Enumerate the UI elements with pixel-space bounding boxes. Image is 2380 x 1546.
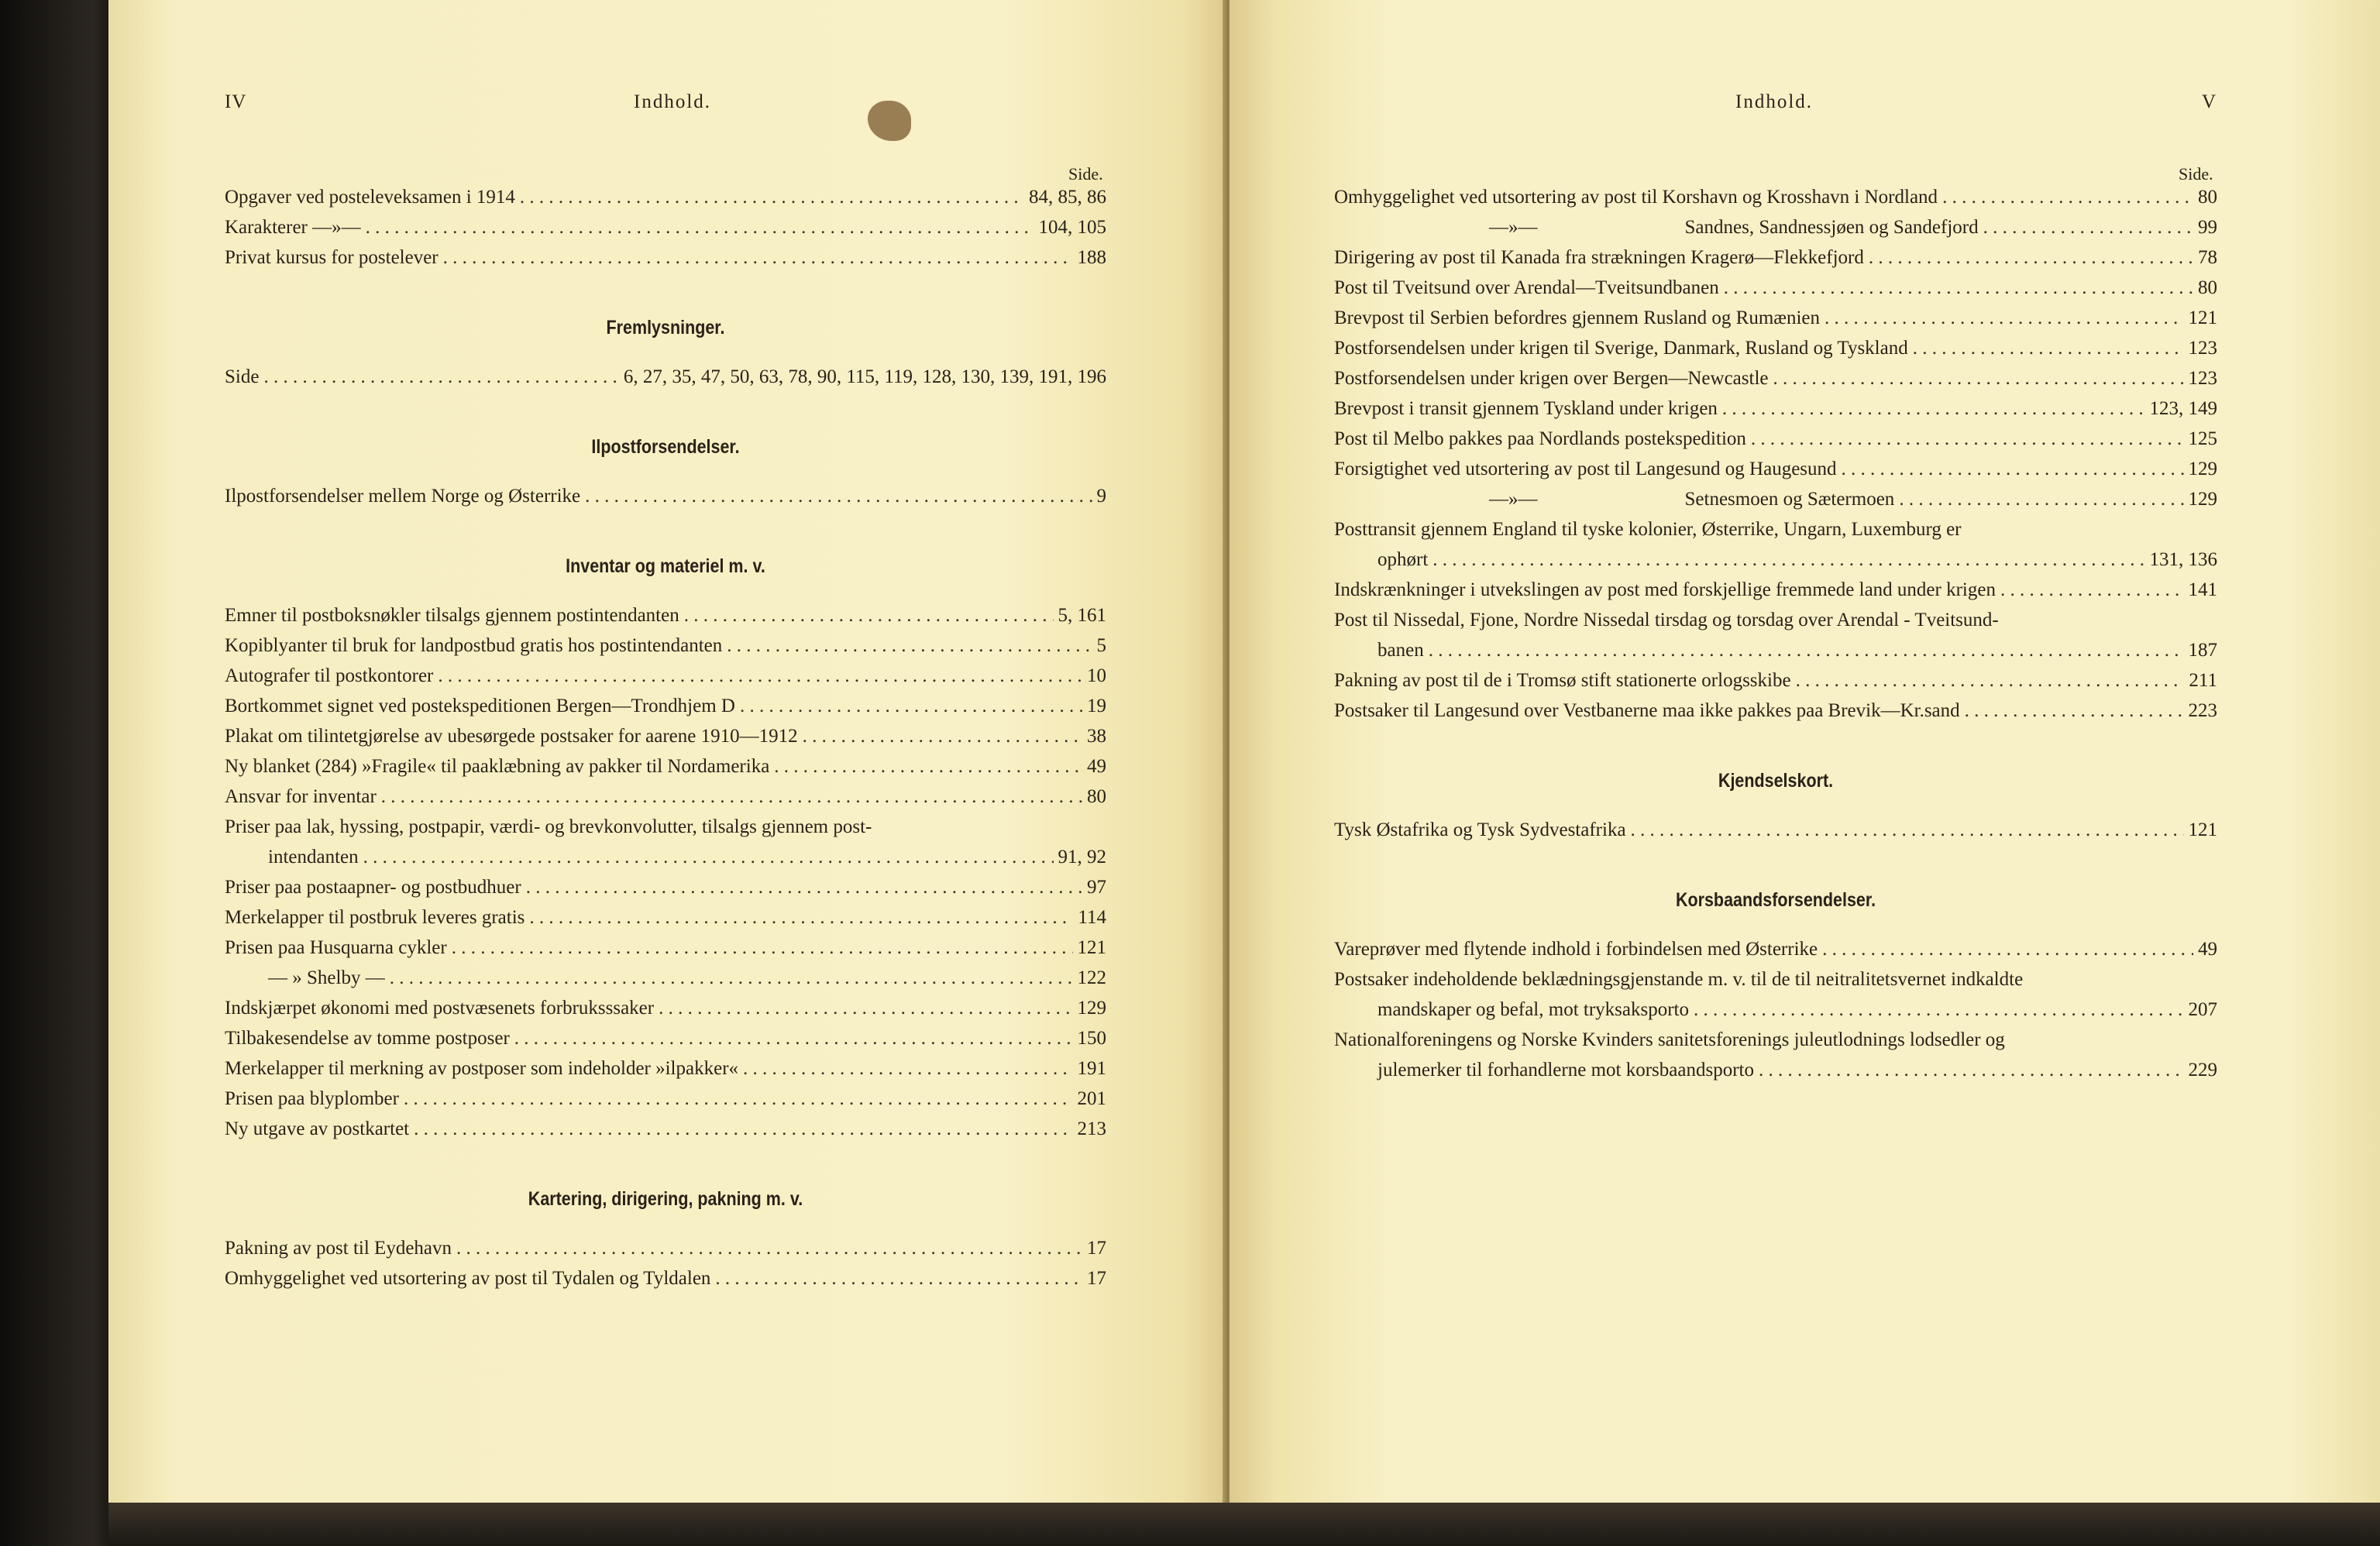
toc-entry-pages: 201	[1077, 1088, 1106, 1109]
toc-entry	[225, 212, 1106, 242]
toc-entry-text: — » Shelby —	[268, 967, 385, 988]
toc-entry-pages: 80	[1087, 786, 1106, 807]
section-heading: Kjendselskort.	[1718, 770, 1834, 792]
dot-leader	[526, 872, 1082, 902]
toc-entry-text: Posttransit gjennem England til tyske kolonier, Østerrike, Ungarn, Luxemburg er	[1334, 519, 1962, 540]
toc-entry-text: Karakterer —»—	[225, 217, 361, 238]
toc-entry-pages: 84, 85, 86	[1029, 187, 1106, 208]
dot-leader	[1822, 934, 2193, 964]
dot-leader	[263, 362, 618, 392]
dot-leader	[1942, 182, 2193, 212]
toc-entry	[225, 691, 1106, 721]
toc-entry	[225, 481, 1106, 511]
toc-entry-text: Kopiblyanter til bruk for landpostbud gratis hos postintendanten	[225, 635, 723, 656]
dot-leader	[2000, 575, 2184, 605]
toc-entry	[225, 1233, 1106, 1263]
toc-entry	[225, 902, 1106, 933]
toc-entry-text: Brevpost i transit gjennem Tyskland under krigen	[1334, 398, 1718, 419]
toc-entry-text: Autografer til postkontorer	[225, 665, 434, 686]
toc-entry-text: Side	[225, 366, 260, 387]
toc-entry	[1334, 1055, 2217, 1085]
book-bottom-edge	[108, 1503, 2380, 1546]
toc-entry	[1334, 333, 2217, 363]
toc-entry-pages: 125	[2188, 428, 2217, 449]
toc-entry	[225, 872, 1106, 902]
toc-entry-pages: 10	[1087, 665, 1106, 686]
toc-entry-text: Postsaker til Langesund over Vestbanerne maa ikke pakkes paa Brevik—Kr.sand	[1334, 700, 1960, 721]
toc-entry-text: Sandnes, Sandnessjøen og Sandefjord	[1684, 217, 1979, 238]
toc-entry-text: Prisen paa blyplomber	[225, 1088, 399, 1109]
toc-entry-pages: 104, 105	[1038, 217, 1106, 238]
toc-entry-pages: 9	[1096, 486, 1106, 507]
dot-leader	[1751, 424, 2184, 454]
toc-entry	[225, 1114, 1106, 1144]
toc-entry-text: Priser paa lak, hyssing, postpapir, værdi- og brevkonvolutter, tilsalgs gjennem post-	[225, 816, 872, 837]
toc-entry-pages: 6, 27, 35, 47, 50, 63, 78, 90, 115, 119, 128, 130, 139, 191, 196	[623, 366, 1106, 387]
toc-entry-pages: 99	[2198, 217, 2217, 238]
toc-entry-pages: 5, 161	[1058, 605, 1106, 626]
dot-leader	[514, 1023, 1073, 1053]
toc-entry-text: Privat kursus for postelever	[225, 247, 439, 268]
toc-entry-text: Forsigtighet ved utsortering av post til Langesund og Haugesund	[1334, 459, 1837, 479]
toc-entry-pages: 78	[2198, 247, 2217, 268]
toc-entry-text: Bortkommet signet ved postekspeditionen Bergen—Trondhjem D	[225, 696, 735, 716]
dot-leader	[1722, 393, 2145, 424]
dot-leader	[585, 481, 1092, 511]
toc-entry	[225, 661, 1106, 691]
toc-entry	[225, 182, 1106, 212]
toc-entry-pages: 122	[1077, 967, 1106, 988]
toc-entry	[225, 782, 1106, 812]
toc-entry-pages: 121	[2188, 307, 2217, 328]
toc-entry-pages: 129	[2188, 489, 2217, 510]
toc-entry-text: Tilbakesendelse av tomme postposer	[225, 1028, 510, 1049]
dot-leader	[1842, 454, 2184, 484]
toc-entry-text: Post til Nissedal, Fjone, Nordre Nissedal tirsdag og torsdag over Arendal - Tveitsund-	[1334, 610, 1999, 630]
dot-leader	[1773, 363, 2184, 393]
toc-entry-text: Opgaver ved posteleveksamen i 1914	[225, 187, 515, 208]
toc-entry	[1334, 964, 2217, 995]
toc-entry	[225, 1053, 1106, 1084]
dot-leader	[1429, 635, 2184, 665]
ditto-mark: —»—	[1489, 489, 1538, 510]
toc-entry	[1334, 665, 2217, 696]
dot-leader	[404, 1084, 1073, 1114]
toc-entry-pages: 114	[1078, 907, 1106, 928]
toc-entry-pages: 141	[2188, 579, 2217, 600]
toc-entry-text: banen	[1377, 640, 1424, 661]
right-running-head: Indhold.	[1735, 91, 1814, 112]
toc-entry-text: Postforsendelsen under krigen til Sverige, Danmark, Rusland og Tyskland	[1334, 338, 1908, 359]
toc-entry-pages: 213	[1077, 1118, 1106, 1139]
toc-entry-text: Plakat om tilintetgjørelse av ubesørgede postsaker for aarene 1910—1912	[225, 726, 798, 747]
dot-leader	[520, 182, 1024, 212]
toc-entry	[1334, 1025, 2217, 1055]
toc-entry-pages: 49	[1087, 756, 1106, 777]
toc-entry-pages: 91, 92	[1058, 847, 1106, 867]
toc-entry	[225, 963, 1106, 993]
toc-entry-text: Omhyggelighet ved utsortering av post til Tydalen og Tyldalen	[225, 1268, 711, 1289]
toc-entry-text: Post til Melbo pakkes paa Nordlands postekspedition	[1334, 428, 1746, 449]
dot-leader	[1432, 545, 2144, 575]
toc-entry-pages: 17	[1087, 1268, 1106, 1289]
toc-entry-pages: 121	[1077, 937, 1106, 958]
toc-entry	[1334, 273, 2217, 303]
dot-leader	[529, 902, 1073, 933]
dot-leader	[390, 963, 1073, 993]
toc-entry-text: Brevpost til Serbien befordres gjennem Rusland og Rumænien	[1334, 307, 1820, 328]
right-page-number: V	[2202, 91, 2217, 112]
toc-entry-text: Tysk Østafrika og Tysk Sydvestafrika	[1334, 819, 1626, 840]
toc-entry-pages: 97	[1087, 877, 1106, 898]
toc-entry-text: Emner til postboksnøkler tilsalgs gjennem postintendanten	[225, 605, 679, 626]
toc-entry	[1334, 545, 2217, 575]
dot-leader	[443, 242, 1073, 273]
toc-entry-text: Vareprøver med flytende indhold i forbindelsen med Østerrike	[1334, 939, 1818, 960]
dot-leader	[1759, 1055, 2184, 1085]
dot-leader	[452, 933, 1073, 963]
dot-leader	[1694, 995, 2184, 1025]
toc-entry-pages: 121	[2188, 819, 2217, 840]
toc-entry-text: Omhyggelighet ved utsortering av post til Korshavn og Krosshavn i Nordland	[1334, 187, 1938, 208]
toc-entry-text: Merkelapper til merkning av postposer som indeholder »ilpakker«	[225, 1058, 739, 1079]
toc-entry	[1334, 212, 2217, 242]
toc-entry-text: Postforsendelsen under krigen over Bergen—Newcastle	[1334, 368, 1769, 389]
left-running-head: Indhold.	[634, 91, 712, 112]
toc-entry	[1334, 934, 2217, 964]
toc-entry	[1334, 514, 2217, 545]
toc-entry	[225, 751, 1106, 782]
toc-entry	[1334, 182, 2217, 212]
toc-entry	[225, 630, 1106, 661]
dot-leader	[774, 751, 1082, 782]
toc-entry-pages: 123	[2188, 338, 2217, 359]
toc-entry	[1334, 815, 2217, 845]
toc-entry-text: intendanten	[268, 847, 359, 867]
toc-entry-text: mandskaper og befal, mot tryksaksporto	[1377, 999, 1689, 1020]
left-page-number: IV	[225, 91, 247, 112]
toc-entry-pages: 211	[2189, 670, 2217, 691]
section-heading: Inventar og materiel m. v.	[566, 555, 765, 577]
toc-entry	[225, 242, 1106, 273]
toc-entry-text: Setnesmoen og Sætermoen	[1684, 489, 1895, 510]
section-heading: Korsbaandsforsendelser.	[1675, 889, 1876, 911]
toc-entry	[225, 842, 1106, 872]
toc-entry-pages: 229	[2188, 1060, 2217, 1080]
toc-entry-pages: 123, 149	[2149, 398, 2217, 419]
toc-entry-text: Ansvar for inventar	[225, 786, 377, 807]
toc-entry-text: Pakning av post til de i Tromsø stift stationerte orlogsskibe	[1334, 670, 1791, 691]
toc-entry	[1334, 484, 2217, 514]
toc-entry-pages: 191	[1077, 1058, 1106, 1079]
toc-entry-pages: 17	[1087, 1238, 1106, 1259]
toc-entry-text: Postsaker indeholdende beklædningsgjenstande m. v. til de til neitralitetsvernet indkaldte	[1334, 969, 2024, 990]
toc-entry-pages: 129	[1077, 998, 1106, 1019]
dot-leader	[803, 721, 1082, 751]
toc-entry	[225, 600, 1106, 630]
dot-leader	[381, 782, 1082, 812]
dot-leader	[456, 1233, 1082, 1263]
dot-leader	[1869, 242, 2193, 273]
toc-entry-text: Nationalforeningens og Norske Kvinders sanitetsforenings juleutlodnings lodsedler og	[1334, 1029, 2005, 1050]
ditto-mark: —»—	[1489, 217, 1538, 238]
toc-entry	[225, 812, 1106, 842]
toc-entry	[1334, 995, 2217, 1025]
section-heading: Kartering, dirigering, pakning m. v.	[528, 1188, 803, 1210]
toc-entry-pages: 207	[2188, 999, 2217, 1020]
toc-entry-pages: 5	[1096, 635, 1106, 656]
toc-entry	[225, 1023, 1106, 1053]
toc-entry-pages: 188	[1077, 247, 1106, 268]
toc-entry	[1334, 635, 2217, 665]
dot-leader	[715, 1263, 1082, 1293]
dot-leader	[743, 1053, 1072, 1084]
toc-entry-pages: 129	[2188, 459, 2217, 479]
dot-leader	[438, 661, 1082, 691]
dot-leader	[1965, 696, 2184, 726]
left-side-label: Side.	[1068, 164, 1103, 184]
toc-entry	[1334, 575, 2217, 605]
dot-leader	[1825, 303, 2184, 333]
toc-entry-text: ophørt	[1377, 549, 1429, 570]
toc-entry-pages: 123	[2188, 368, 2217, 389]
dot-leader	[414, 1114, 1072, 1144]
toc-entry	[1334, 424, 2217, 454]
toc-entry	[1334, 242, 2217, 273]
toc-entry-pages: 38	[1087, 726, 1106, 747]
toc-entry-text: Indskjærpet økonomi med postvæsenets forbruksssaker	[225, 998, 655, 1019]
toc-entry-pages: 150	[1077, 1028, 1106, 1049]
right-table-of-contents	[1334, 182, 2217, 1085]
toc-entry-pages: 49	[2198, 939, 2217, 960]
toc-entry	[225, 1263, 1106, 1293]
dot-leader	[659, 993, 1072, 1023]
dot-leader	[363, 842, 1054, 872]
toc-entry	[1334, 363, 2217, 393]
toc-entry-text: Indskrænkninger i utvekslingen av post med forskjellige fremmede land under krigen	[1334, 579, 1996, 600]
toc-entry-text: Dirigering av post til Kanada fra strækningen Kragerø—Flekkefjord	[1334, 247, 1864, 268]
toc-entry	[1334, 454, 2217, 484]
toc-entry	[225, 933, 1106, 963]
left-table-of-contents	[225, 182, 1106, 1293]
toc-entry-text: Merkelapper til postbruk leveres gratis	[225, 907, 525, 928]
dot-leader	[740, 691, 1082, 721]
toc-entry	[1334, 696, 2217, 726]
toc-entry-text: Priser paa postaapner- og postbudhuer	[225, 877, 521, 898]
dot-leader	[366, 212, 1034, 242]
toc-entry	[225, 362, 1106, 392]
dot-leader	[1983, 212, 2193, 242]
toc-entry	[1334, 303, 2217, 333]
toc-entry-text: Post til Tveitsund over Arendal—Tveitsundbanen	[1334, 277, 1719, 298]
section-heading: Ilpostforsendelser.	[591, 436, 740, 458]
dot-leader	[1796, 665, 2185, 696]
dot-leader	[1631, 815, 2184, 845]
dot-leader	[1899, 484, 2183, 514]
toc-entry-text: Pakning av post til Eydehavn	[225, 1238, 452, 1259]
toc-entry	[225, 1084, 1106, 1114]
toc-entry-pages: 80	[2198, 187, 2217, 208]
toc-entry-pages: 187	[2188, 640, 2217, 661]
dot-leader	[1913, 333, 2184, 363]
toc-entry-text: Ilpostforsendelser mellem Norge og Østerrike	[225, 486, 581, 507]
toc-entry-text: Ny blanket (284) »Fragile« til paaklæbning av pakker til Nordamerika	[225, 756, 770, 777]
book-spine	[0, 0, 116, 1546]
toc-entry-pages: 19	[1087, 696, 1106, 716]
dot-leader	[727, 630, 1092, 661]
toc-entry-text: julemerker til forhandlerne mot korsbaandsporto	[1377, 1060, 1754, 1080]
dot-leader	[1724, 273, 2193, 303]
toc-entry	[225, 721, 1106, 751]
toc-entry-text: Ny utgave av postkartet	[225, 1118, 410, 1139]
right-side-label: Side.	[2179, 164, 2213, 184]
toc-entry	[1334, 605, 2217, 635]
dot-leader	[684, 600, 1054, 630]
toc-entry-text: Prisen paa Husquarna cykler	[225, 937, 447, 958]
toc-entry-pages: 80	[2198, 277, 2217, 298]
section-heading: Fremlysninger.	[606, 317, 725, 338]
toc-entry-pages: 131, 136	[2149, 549, 2217, 570]
toc-entry	[1334, 393, 2217, 424]
toc-entry	[225, 993, 1106, 1023]
toc-entry-pages: 223	[2188, 700, 2217, 721]
